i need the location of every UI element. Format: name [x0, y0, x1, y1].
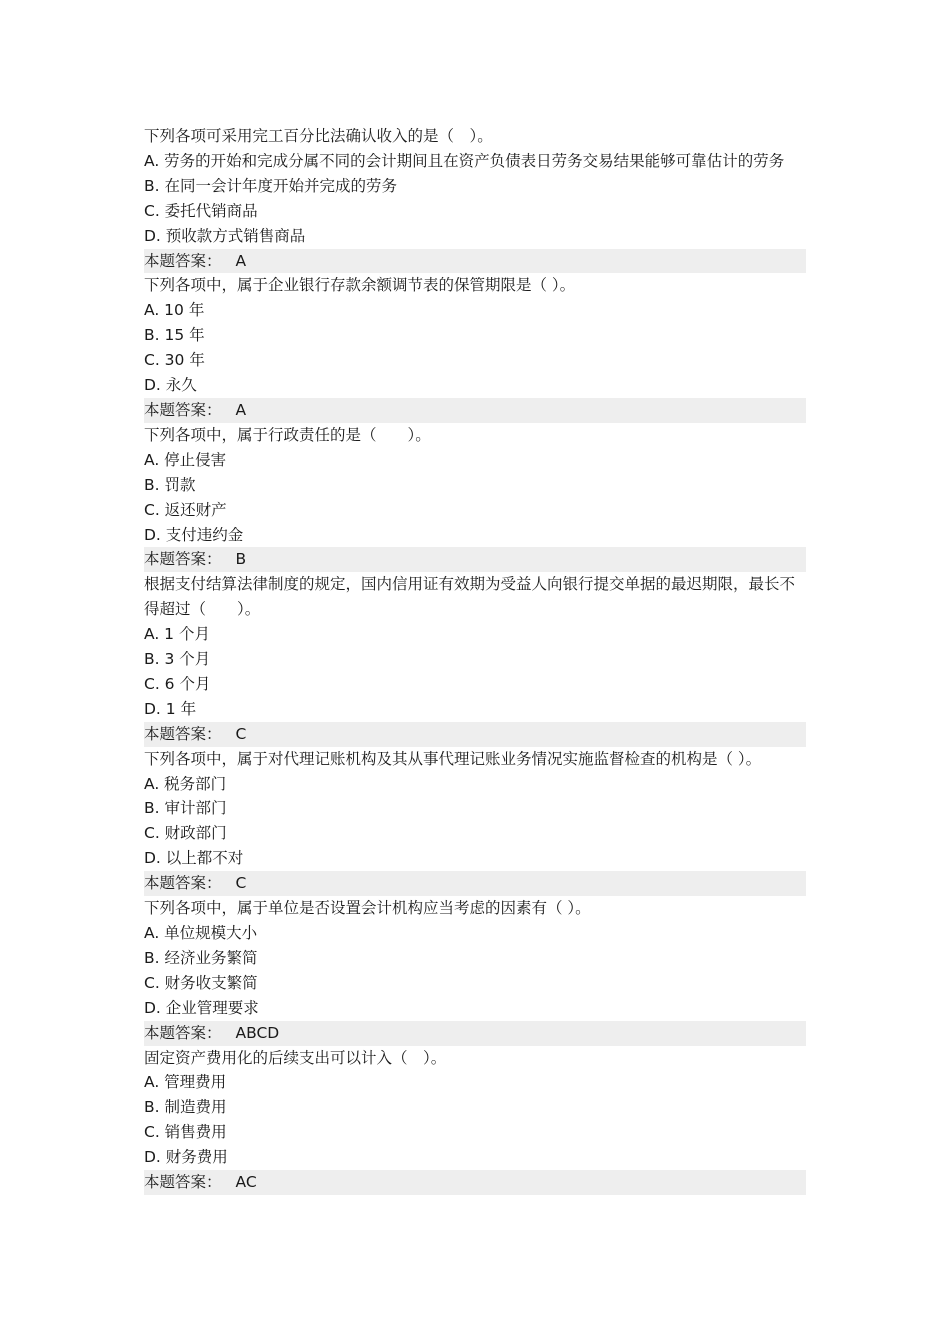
answer-row	[144, 1021, 806, 1046]
option-c: C. 财政部门	[144, 824, 227, 843]
question-stem: 固定资产费用化的后续支出可以计入（ ）。	[144, 1048, 447, 1067]
option-b: B. 在同一会计年度开始并完成的劳务	[144, 176, 397, 195]
option-c: C. 销售费用	[144, 1123, 227, 1142]
answer-row	[144, 722, 806, 747]
answer-row	[144, 398, 806, 423]
option-d: D. 以上都不对	[144, 849, 244, 868]
question-block	[144, 423, 806, 572]
option-d: D. 永久	[144, 376, 197, 395]
option-a: A. 税务部门	[144, 774, 227, 793]
option-a: A. 单位规模大小	[144, 924, 258, 942]
question-stem: 根据支付结算法律制度的规定，国内信用证有效期为受益人向银行提交单据的最迟期限，最长不得超过（ ）。	[144, 575, 796, 619]
option-d: D. 财务费用	[144, 1148, 228, 1167]
answer-value: C	[235, 874, 247, 893]
answer-label: 本题答案：	[144, 550, 222, 569]
option-d: D. 企业管理要求	[144, 998, 259, 1017]
option-b: B. 罚款	[144, 475, 196, 494]
option-b: B. 经济业务繁简	[144, 948, 258, 967]
answer-label: 本题答案：	[144, 724, 222, 743]
option-d: D. 支付违约金	[144, 525, 244, 544]
option-d: D. 预收款方式销售商品	[144, 226, 306, 245]
option-b: B. 3 个月	[144, 650, 211, 669]
answer-row	[144, 1170, 806, 1195]
answer-value: A	[235, 251, 247, 270]
option-d: D. 1 年	[144, 699, 197, 718]
question-block	[144, 747, 806, 896]
answer-label: 本题答案：	[144, 1173, 222, 1192]
answer-value: ABCD	[235, 1023, 280, 1042]
answer-label: 本题答案：	[144, 251, 222, 270]
option-c: C. 财务收支繁简	[144, 973, 258, 992]
option-a: A. 劳务的开始和完成分属不同的会计期间且在资产负债表日劳务交易结果能够可靠估计的劳务	[144, 151, 785, 170]
answer-label: 本题答案：	[144, 874, 222, 893]
question-stem: 下列各项中，属于企业银行存款余额调节表的保管期限是（ ）。	[144, 276, 576, 295]
answer-value: C	[235, 724, 247, 743]
option-c: C. 6 个月	[144, 674, 211, 693]
answer-label: 本题答案：	[144, 400, 222, 419]
question-stem: 下列各项中，属于对代理记账机构及其从事代理记账业务情况实施监督检查的机构是（ ）。	[144, 749, 762, 768]
answer-value: AC	[235, 1173, 257, 1192]
answer-value: B	[235, 550, 247, 569]
question-block	[144, 273, 806, 422]
answer-row	[144, 249, 806, 274]
question-block	[144, 572, 806, 746]
document-page	[144, 124, 806, 1195]
question-block	[144, 1046, 806, 1195]
option-a: A. 10 年	[144, 301, 205, 320]
question-stem: 下列各项中，属于单位是否设置会计机构应当考虑的因素有（ ）。	[144, 899, 591, 918]
question-stem: 下列各项中，属于行政责任的是（ ）。	[144, 425, 431, 444]
option-b: B. 制造费用	[144, 1098, 227, 1117]
question-stem: 下列各项可采用完工百分比法确认收入的是（ ）。	[144, 127, 493, 145]
answer-row	[144, 547, 806, 572]
answer-label: 本题答案：	[144, 1023, 222, 1042]
option-c: C. 30 年	[144, 351, 205, 370]
answer-value: A	[235, 400, 247, 419]
question-block	[144, 124, 806, 273]
option-b: B. 15 年	[144, 326, 205, 345]
option-b: B. 审计部门	[144, 799, 227, 818]
option-c: C. 返还财产	[144, 500, 227, 519]
question-block	[144, 896, 806, 1045]
option-a: A. 管理费用	[144, 1073, 227, 1092]
answer-row	[144, 871, 806, 896]
option-c: C. 委托代销商品	[144, 201, 258, 220]
option-a: A. 停止侵害	[144, 450, 227, 469]
option-a: A. 1 个月	[144, 625, 210, 644]
